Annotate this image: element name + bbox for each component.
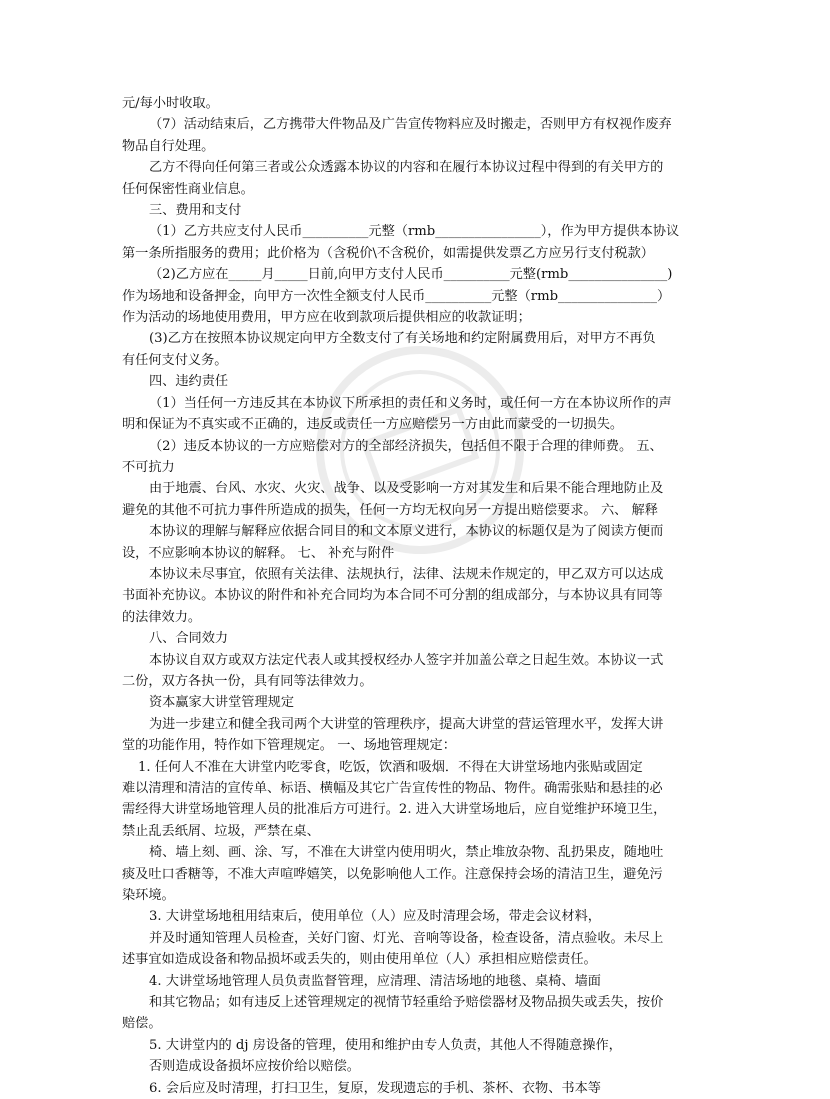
- document-line: 元/每小时收取。: [122, 96, 219, 111]
- document-line: 1. 任何人不准在大讲堂内吃零食，吃饭，饮酒和吸烟．不得在大讲堂场地内张贴或固定: [138, 759, 643, 775]
- document-line: 难以清理和清洁的宣传单、标语、横幅及其它广告宣传性的物品、物件。确需张贴和悬挂的必: [122, 781, 663, 796]
- document-line: 作为场地和设备押金，向甲方一次性全额支付人民币__________元整（rmb_______________）: [122, 288, 671, 304]
- document-line: 八、合同效力: [149, 631, 229, 647]
- document-line: 的法律效力。: [122, 609, 202, 625]
- document-line: （1）乙方共应支付人民币__________元整（rmb________________），作为甲方提供本协议: [149, 224, 680, 240]
- document-line: (3)乙方在按照本协议规定向甲方全数支付了有关场地和约定附属费用后，对甲方不再负: [149, 331, 656, 347]
- document-line: 明和保证为不真实或不正确的，违反或责任一方应赔偿另一方由此而蒙受的一切损失。: [122, 417, 624, 433]
- document-line: 物品自行处理。: [122, 138, 215, 154]
- document-line: 避免的其他不可抗力事件所造成的损失，任何一方均无权向另一方提出赔偿要求。 六、 解释: [122, 502, 658, 518]
- document-line: 3. 大讲堂场地租用结束后，使用单位（人）应及时清理会场，带走会议材料，: [149, 909, 601, 925]
- document-body: [122, 93, 714, 1099]
- document-line: 任何保密性商业信息。: [122, 181, 254, 197]
- document-line: 需经得大讲堂场地管理人员的批准后方可进行。2. 进入大讲堂场地后，应自觉维护环境卫生，: [122, 802, 667, 818]
- document-line: 禁止乱丢纸屑、垃圾，严禁在桌、: [122, 823, 320, 839]
- document-line: （2）违反本协议的一方应赔偿对方的全部经济损失，包括但不限于合理的律师费。 五、: [149, 438, 663, 454]
- document-line: 资本赢家大讲堂管理规定: [149, 695, 295, 711]
- document-line: 痰及吐口香糖等，不准大声喧哗嬉笑，以免影响他人工作。注意保持会场的清洁卫生，避免污: [122, 866, 663, 882]
- document-line: 椅、墙上刻、画、涂、写，不准在大讲堂内使用明火，禁止堆放杂物、乱扔果皮，随地吐: [149, 845, 664, 861]
- document-line: 本协议的理解与解释应依据合同目的和文本原义进行，本协议的标题仅是为了阅读方便而: [149, 524, 664, 540]
- document-line: 乙方不得向任何第三者或公众透露本协议的内容和在履行本协议过程中得到的有关甲方的: [149, 160, 664, 176]
- document-line: 本协议自双方或双方法定代表人或其授权经办人签字并加盖公章之日起生效。本协议一式: [149, 652, 664, 668]
- document-line: 二份，双方各执一份，具有同等法律效力。: [122, 673, 373, 689]
- document-line: 有任何支付义务。: [122, 352, 228, 368]
- document-line: （1）当任何一方违反其在本协议下所承担的责任和义务时，或任何一方在本协议所作的声: [149, 395, 672, 411]
- document-line: 4. 大讲堂场地管理人员负责监督管理，应清理、清洁场地的地毯、桌椅、墙面: [149, 973, 601, 989]
- document-line: 由于地震、台风、水灾、火灾、战争、以及受影响一方对其发生和后果不能合理地防止及: [149, 481, 664, 497]
- document-line: 述事宜如造成设备和物品损坏或丢失的，则由使用单位（人）承担相应赔偿责任。: [122, 952, 597, 968]
- document-line: 设，不应影响本协议的解释。 七、 补充与附件: [122, 545, 395, 561]
- document-line: 书面补充协议。本协议的附件和补充合同均为本合同不可分割的组成部分，与本协议具有同等: [122, 588, 663, 604]
- document-line: 5. 大讲堂内的 dj 房设备的管理，使用和维护由专人负责，其他人不得随意操作，: [149, 1037, 622, 1053]
- document-line: 6. 会后应及时清理，打扫卫生，复原，发现遗忘的手机、茶杯、衣物、书本等: [149, 1080, 601, 1096]
- document-line: 堂的功能作用，特作如下管理规定。 一、场地管理规定：: [122, 738, 456, 754]
- document-line: 三、费用和支付: [149, 203, 242, 219]
- document-line: （7）活动结束后，乙方携带大件物品及广告宣传物料应及时搬走，否则甲方有权视作废弃: [149, 117, 672, 133]
- document-line: 作为活动的场地使用费用，甲方应在收到款项后提供相应的收款证明；: [122, 310, 531, 326]
- document-line: 本协议未尽事宜，依照有关法律、法规执行，法律、法规未作规定的，甲乙双方可以达成: [149, 566, 664, 582]
- document-line: （2)乙方应在_____月_____日前,向甲方支付人民币__________元整(rmb_______________): [149, 267, 673, 283]
- document-line: 第一条所指服务的费用；此价格为（含税价\不含税价，如需提供发票乙方应另行支付税款）: [122, 245, 654, 261]
- document-line: 不可抗力: [122, 459, 175, 475]
- document-line: 和其它物品；如有违反上述管理规定的视情节轻重给予赔偿器材及物品损失或丢失，按价: [149, 995, 664, 1011]
- document-line: 并及时通知管理人员检查，关好门窗、灯光、音响等设备，检查设备，清点验收。未尽上: [149, 930, 664, 946]
- document-line: 否则造成设备损坏应按价给以赔偿。: [149, 1059, 360, 1075]
- document-line: 为进一步建立和健全我司两个大讲堂的管理秩序，提高大讲堂的营运管理水平，发挥大讲: [149, 716, 664, 732]
- document-line: 赔偿。: [122, 1016, 162, 1032]
- document-line: 四、违约责任: [149, 374, 229, 390]
- document-line: 染环境。: [122, 888, 175, 904]
